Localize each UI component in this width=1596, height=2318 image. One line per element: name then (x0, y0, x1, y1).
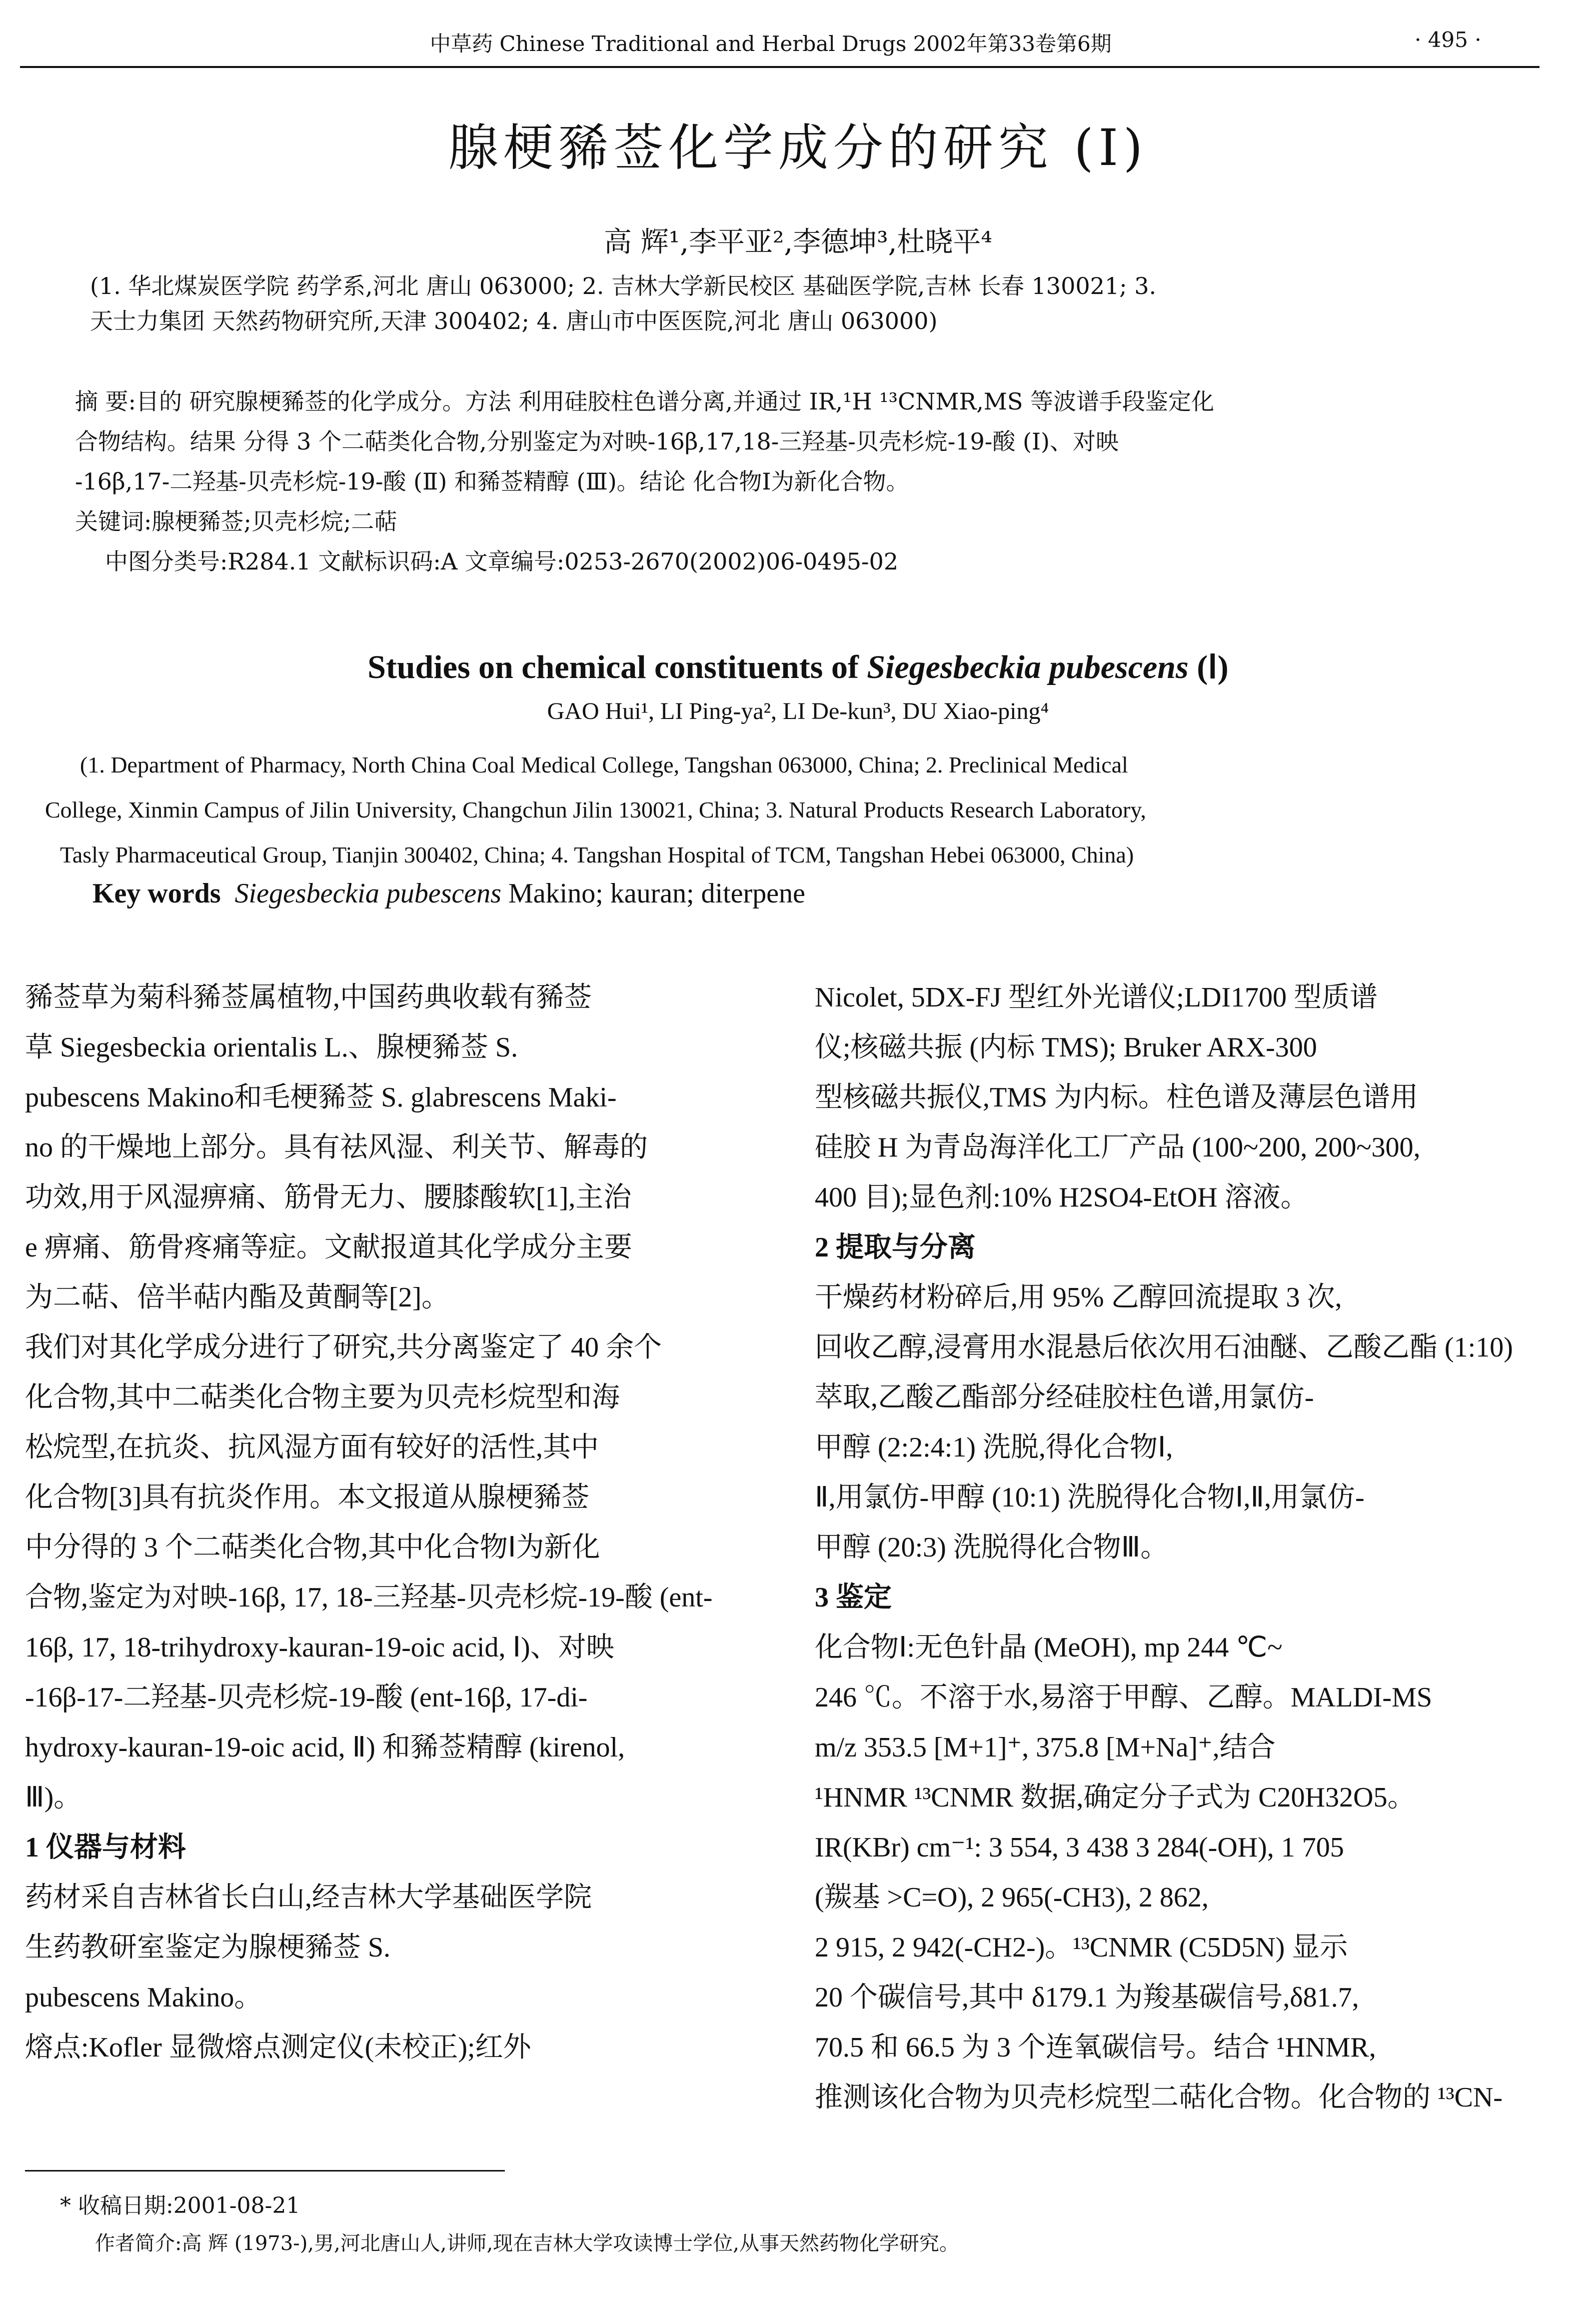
body-line: 硅胶 H 为青岛海洋化工厂产品 (100~200, 200~300, (815, 1132, 1421, 1163)
body-line: 推测该化合物为贝壳杉烷型二萜化合物。化合物的 ¹³CN- (815, 2082, 1503, 2113)
body-line: 为二萜、倍半萜内酯及黄酮等[2]。 (25, 1282, 450, 1313)
abstract-cn-line: -16β,17-二羟基-贝壳杉烷-19-酸 (Ⅱ) 和豨莶精醇 (Ⅲ)。结论 化合物Ⅰ为新化合物。 (75, 468, 909, 495)
body-line: 甲醇 (2:2:4:1) 洗脱,得化合物Ⅰ, (815, 1432, 1173, 1463)
body-line: Ⅲ)。 (25, 1782, 82, 1813)
keywords-cn: 关键词:腺梗豨莶;贝壳杉烷;二萜 (75, 508, 397, 535)
body-line: no 的干燥地上部分。具有祛风湿、利关节、解毒的 (25, 1132, 648, 1163)
body-line: 松烷型,在抗炎、抗风湿方面有较好的活性,其中 (25, 1432, 599, 1463)
affiliation-en-line: (1. Department of Pharmacy, North China Coal Medical College, Tangshan 063000, China; 2. Preclinical Medical (80, 752, 1128, 778)
body-line: 干燥药材粉碎后,用 95% 乙醇回流提取 3 次, (815, 1282, 1342, 1313)
body-line: e 痹痛、筋骨疼痛等症。文献报道其化学成分主要 (25, 1232, 632, 1263)
authors-english: GAO Hui¹, LI Ping-ya², LI De-kun³, DU Xiao-ping⁴ (547, 698, 1049, 724)
running-header (0, 28, 1596, 68)
body-line: 型核磁共振仪,TMS 为内标。柱色谱及薄层色谱用 (815, 1082, 1419, 1113)
section-heading: 3 鉴定 (815, 1582, 892, 1613)
keywords-rest: Makino; kauran; diterpene (501, 878, 806, 909)
body-line: ¹HNMR ¹³CNMR 数据,确定分子式为 C20H32O5。 (815, 1782, 1416, 1813)
abstract-cn-line: 摘 要:目的 研究腺梗豨莶的化学成分。方法 利用硅胶柱色谱分离,并通过 IR,¹H ¹³CNMR,MS 等波谱手段鉴定化 (75, 388, 1215, 415)
affiliation-cn-line: (1. 华北煤炭医学院 药学系,河北 唐山 063000; 2. 吉林大学新民校区 基础医学院,吉林 长春 130021; 3. (90, 272, 1157, 300)
affiliation-en-line: College, Xinmin Campus of Jilin University, Changchun Jilin 130021, China; 3. Natural Products Research Laboratory, (45, 797, 1146, 822)
body-line: pubescens Makino。 (25, 1982, 262, 2013)
title-en-suffix: (Ⅰ) (1188, 649, 1229, 686)
body-line: 246 ℃。不溶于水,易溶于甲醇、乙醇。MALDI-MS (815, 1682, 1433, 1713)
body-line: -16β-17-二羟基-贝壳杉烷-19-酸 (ent-16β, 17-di- (25, 1682, 588, 1713)
body-line: hydroxy-kauran-19-oic acid, Ⅱ) 和豨莶精醇 (kirenol, (25, 1732, 625, 1763)
keywords-species: Siegesbeckia pubescens (234, 878, 501, 909)
body-line: 药材采自吉林省长白山,经吉林大学基础医学院 (25, 1882, 592, 1913)
body-line: 仪;核磁共振 (内标 TMS); Bruker ARX-300 (815, 1032, 1317, 1063)
body-line: 化合物,其中二萜类化合物主要为贝壳杉烷型和海 (25, 1382, 620, 1413)
body-column-right (815, 972, 1565, 2132)
keywords-label: Key words (92, 878, 221, 909)
body-line: 功效,用于风湿痹痛、筋骨无力、腰膝酸软[1],主治 (25, 1182, 632, 1213)
body-line: 草 Siegesbeckia orientalis L.、腺梗豨莶 S. (25, 1032, 518, 1063)
keywords-english (92, 878, 1542, 910)
body-line: 2 915, 2 942(-CH2-)。¹³CNMR (C5D5N) 显示 (815, 1932, 1348, 1963)
section-heading: 2 提取与分离 (815, 1232, 976, 1263)
footnote-received: * 收稿日期:2001-08-21 (60, 2193, 300, 2218)
body-line: 合物,鉴定为对映-16β, 17, 18-三羟基-贝壳杉烷-19-酸 (ent- (25, 1582, 713, 1613)
body-line: 16β, 17, 18-trihydroxy-kauran-19-oic acid, Ⅰ)、对映 (25, 1632, 614, 1663)
body-line: Ⅱ,用氯仿-甲醇 (10:1) 洗脱得化合物Ⅰ,Ⅱ,用氯仿- (815, 1482, 1365, 1513)
body-line: 我们对其化学成分进行了研究,共分离鉴定了 40 余个 (25, 1332, 662, 1363)
body-line: 70.5 和 66.5 为 3 个连氧碳信号。结合 ¹HNMR, (815, 2032, 1376, 2063)
body-line: 熔点:Kofler 显微熔点测定仪(未校正);红外 (25, 2032, 531, 2063)
journal-name: 中草药 Chinese Traditional and Herbal Drugs 2002年第33卷第6期 (430, 32, 1112, 56)
body-line: 中分得的 3 个二萜类化合物,其中化合物Ⅰ为新化 (25, 1532, 600, 1563)
body-line: 20 个碳信号,其中 δ179.1 为羧基碳信号,δ81.7, (815, 1982, 1359, 2013)
footnote-rule (25, 2170, 505, 2172)
body-line: 回收乙醇,浸膏用水混悬后依次用石油醚、乙酸乙酯 (1:10) (815, 1332, 1513, 1363)
body-line: Nicolet, 5DX-FJ 型红外光谱仪;LDI1700 型质谱 (815, 982, 1378, 1013)
article-title-chinese: 腺梗豨莶化学成分的研究 (Ⅰ) (448, 118, 1148, 177)
page-number: · 495 · (1415, 28, 1482, 52)
article-title-english (0, 648, 1596, 686)
body-line: m/z 353.5 [M+1]⁺, 375.8 [M+Na]⁺,结合 (815, 1732, 1276, 1763)
authors-chinese: 高 辉¹,李平亚²,李德坤³,杜晓平⁴ (604, 226, 992, 258)
header-rule (20, 66, 1540, 68)
body-line: 萃取,乙酸乙酯部分经硅胶柱色谱,用氯仿- (815, 1382, 1314, 1413)
affiliation-cn-line: 天士力集团 天然药物研究所,天津 300402; 4. 唐山市中医医院,河北 唐山 063000) (90, 308, 938, 334)
body-line: 400 目);显色剂:10% H2SO4-EtOH 溶液。 (815, 1182, 1309, 1213)
abstract-cn-line: 合物结构。结果 分得 3 个二萜类化合物,分别鉴定为对映-16β,17,18-三羟基-贝壳杉烷-19-酸 (Ⅰ)、对映 (75, 428, 1119, 455)
body-line: 化合物[3]具有抗炎作用。本文报道从腺梗豨莶 (25, 1482, 590, 1513)
body-column-left (25, 972, 765, 2132)
title-en-species: Siegesbeckia pubescens (867, 649, 1189, 686)
section-heading: 1 仪器与材料 (25, 1832, 186, 1863)
title-en-prefix: Studies on chemical constituents of (367, 649, 867, 686)
body-line: 豨莶草为菊科豨莶属植物,中国药典收载有豨莶 (25, 982, 592, 1013)
affiliation-en-line: Tasly Pharmaceutical Group, Tianjin 300402, China; 4. Tangshan Hospital of TCM, Tangshan Hebei 063000, China) (60, 842, 1134, 868)
classification-line: 中图分类号:R284.1 文献标识码:A 文章编号:0253-2670(2002)06-0495-02 (105, 548, 899, 575)
body-line: 化合物Ⅰ:无色针晶 (MeOH), mp 244 ℃~ (815, 1632, 1283, 1663)
body-line: 生药教研室鉴定为腺梗豨莶 S. (25, 1932, 391, 1963)
body-line: (羰基 >C=O), 2 965(-CH3), 2 862, (815, 1882, 1209, 1913)
body-line: IR(KBr) cm⁻¹: 3 554, 3 438 3 284(-OH), 1 705 (815, 1832, 1344, 1863)
footnote-author-bio: 作者简介:高 辉 (1973-),男,河北唐山人,讲师,现在吉林大学攻读博士学位,从事天然药物化学研究。 (95, 2232, 960, 2255)
body-line: 甲醇 (20:3) 洗脱得化合物Ⅲ。 (815, 1532, 1169, 1563)
body-line: pubescens Makino和毛梗豨莶 S. glabrescens Maki- (25, 1082, 617, 1113)
